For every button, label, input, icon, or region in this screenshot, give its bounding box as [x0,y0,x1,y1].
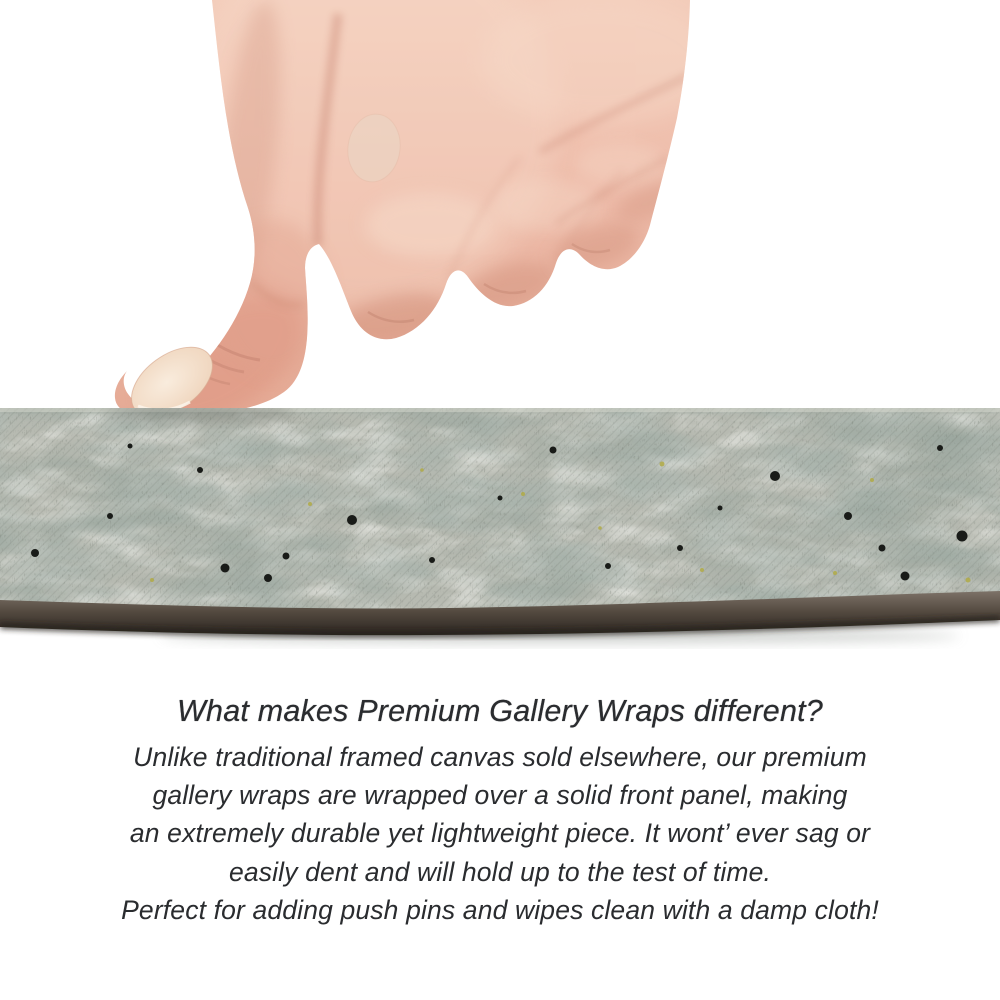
hand-photo [0,0,1000,434]
section-heading: What makes Premium Gallery Wraps different? [177,694,823,728]
body-line: an extremely durable yet lightweight piece. It wont’ ever sag or [129,818,871,849]
hand-pressing-thumb-illustration [0,0,1000,434]
body-line: gallery wraps are wrapped over a solid front panel, making [152,780,848,811]
canvas-edge-photo [0,408,1000,650]
marketing-copy [0,694,1000,929]
body-line: Unlike traditional framed canvas sold elsewhere, our premium [133,742,867,772]
canvas-texture [0,408,1000,614]
canvas-edge-illustration [0,408,1000,650]
body-line: easily dent and will hold up to the test of time. [228,856,772,887]
body-line: Perfect for adding push pins and wipes clean with a damp cloth! [121,894,879,925]
